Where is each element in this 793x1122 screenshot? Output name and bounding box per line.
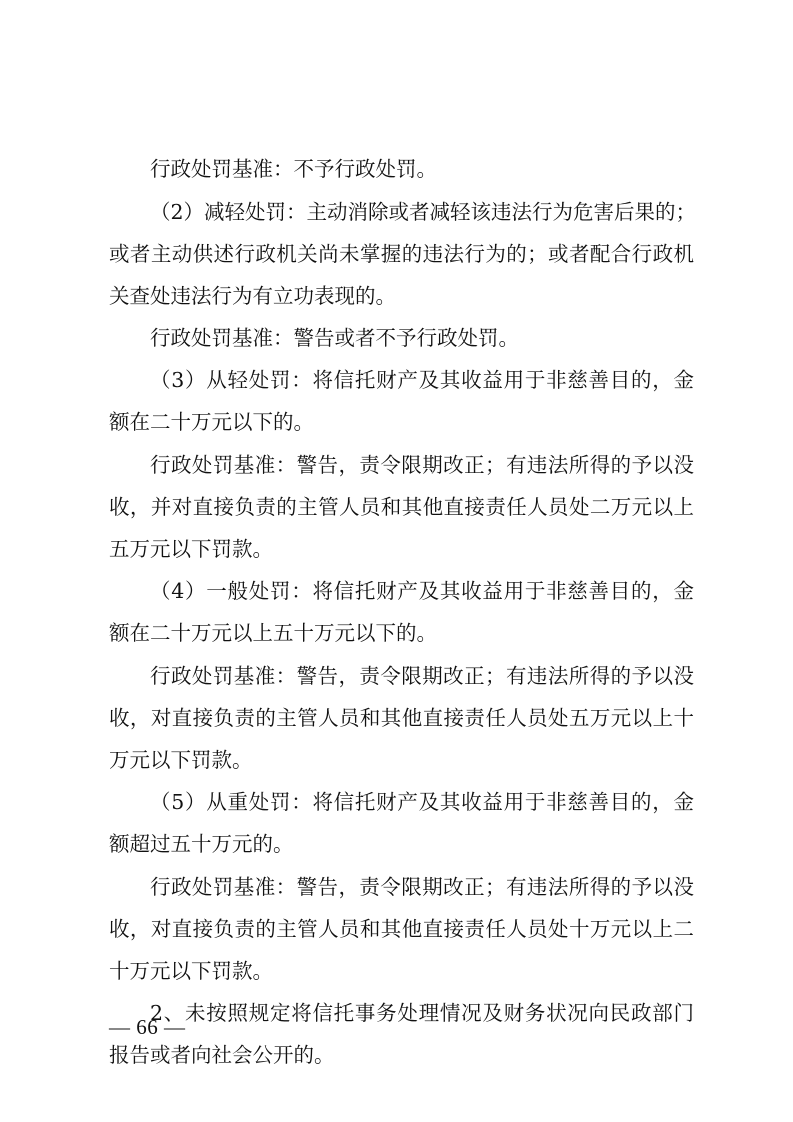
text-line: 额在二十万元以上五十万元以下的。 [109,621,437,645]
text-line: （2）减轻处罚：主动消除或者减轻该违法行为危害后果的； [150,200,697,224]
text-line: 收，对直接负责的主管人员和其他直接责任人员处五万元以上十 [109,706,694,730]
text-line: 行政处罚基准：不予行政处罚。 [150,157,437,181]
text-line: （5）从重处罚：将信托财产及其收益用于非慈善目的，金 [150,790,694,814]
text-line: 行政处罚基准：警告，责令限期改正；有违法所得的予以没 [150,664,694,688]
text-line: 或者主动供述行政机关尚未掌握的违法行为的；或者配合行政机 [109,242,694,266]
text-line: （4）一般处罚：将信托财产及其收益用于非慈善目的，金 [150,579,694,603]
page-number: — 66 — [109,1015,186,1039]
text-line: 行政处罚基准：警告或者不予行政处罚。 [150,326,519,350]
text-line: 额在二十万元以下的。 [109,410,314,434]
text-line: 行政处罚基准：警告，责令限期改正；有违法所得的予以没 [150,875,694,899]
text-line: 五万元以下罚款。 [109,537,273,561]
text-line: 2、未按照规定将信托事务处理情况及财务状况向民政部门 [150,1001,694,1025]
text-line: （3）从轻处罚：将信托财产及其收益用于非慈善目的，金 [150,368,694,392]
text-line: 收，对直接负责的主管人员和其他直接责任人员处十万元以上二 [109,917,694,941]
text-line: 关查处违法行为有立功表现的。 [109,284,396,308]
text-line: 万元以下罚款。 [109,748,253,772]
text-line: 行政处罚基准：警告，责令限期改正；有违法所得的予以没 [150,453,694,477]
text-line: 十万元以下罚款。 [109,959,273,983]
text-line: 收，并对直接负责的主管人员和其他直接责任人员处二万元以上 [109,495,694,519]
text-line: 报告或者向社会公开的。 [109,1043,335,1067]
text-line: 额超过五十万元的。 [109,832,294,856]
